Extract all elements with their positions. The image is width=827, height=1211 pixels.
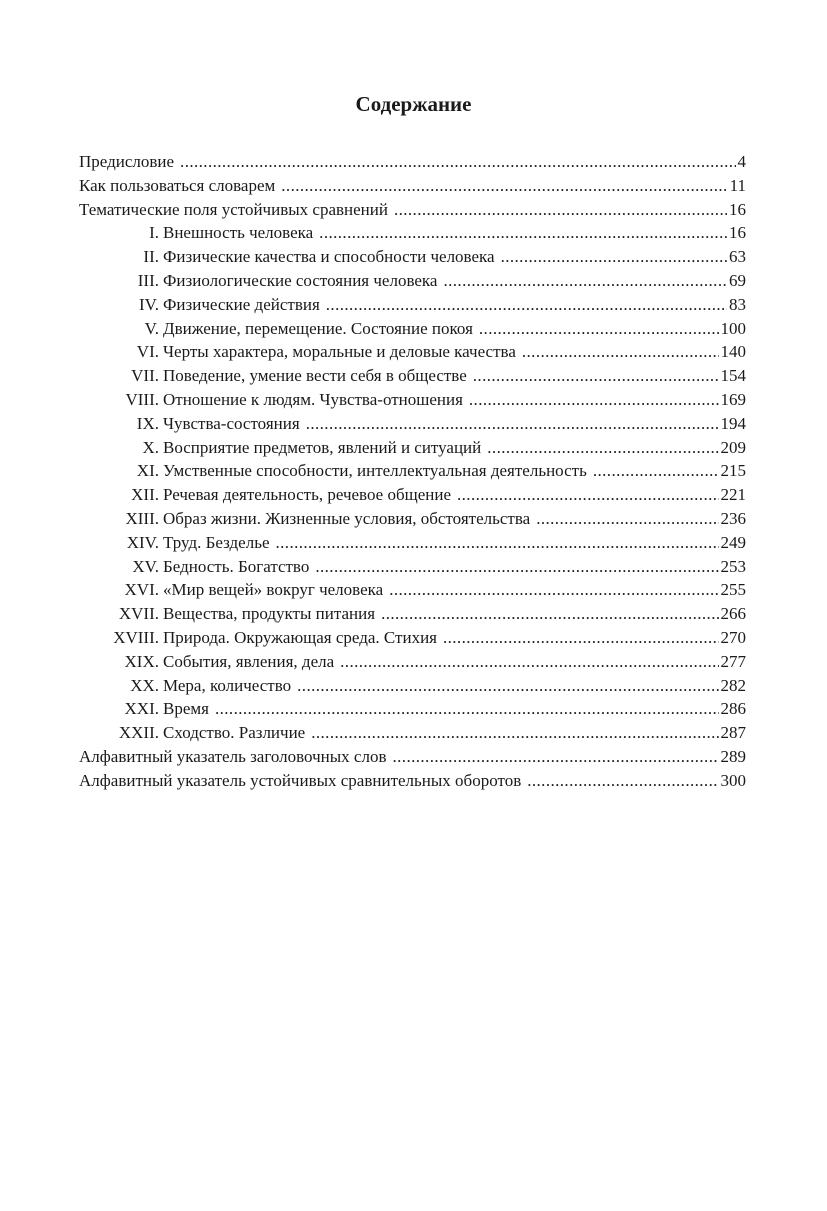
toc-entry-page: 83 xyxy=(729,294,746,314)
toc-entry-number: XIX. xyxy=(124,651,159,671)
toc-entry-label: Как пользоваться словарем xyxy=(79,175,276,195)
toc-entry-number: II. xyxy=(143,247,159,267)
toc-entry-number: IX. xyxy=(136,413,159,433)
dot-leader xyxy=(527,769,718,793)
page-title: Содержание xyxy=(355,92,472,116)
toc-entry-label: Физические качества и способности человека xyxy=(163,247,495,267)
toc-entry-page: 140 xyxy=(720,342,746,362)
toc-entry-section-5[interactable] xyxy=(79,317,746,341)
toc-entry-page: 154 xyxy=(720,366,746,386)
toc-entry-section-8[interactable] xyxy=(79,388,746,412)
toc-entry-label: Время xyxy=(163,699,209,719)
toc-entry-page: 215 xyxy=(720,461,746,481)
toc-entry-page: 69 xyxy=(729,270,746,290)
toc-entry-page: 236 xyxy=(720,508,746,528)
toc-entry-section-19[interactable] xyxy=(79,650,746,674)
toc-entry-page: 16 xyxy=(729,199,746,219)
dot-leader xyxy=(593,459,719,483)
toc-entry-thematic-fields[interactable] xyxy=(79,198,746,222)
dot-leader xyxy=(457,483,719,507)
toc-entry-page: 11 xyxy=(729,175,746,195)
toc-entry-number: XVI. xyxy=(124,580,159,600)
toc-entry-number: VI. xyxy=(136,342,159,362)
toc-entry-label: Вещества, продукты питания xyxy=(163,604,376,624)
toc-entry-label: Восприятие предметов, явлений и ситуаций xyxy=(163,437,482,457)
toc-entry-section-17[interactable] xyxy=(79,602,746,626)
toc-entry-page: 169 xyxy=(720,389,746,409)
table-of-contents xyxy=(79,150,746,793)
toc-entry-page: 100 xyxy=(720,318,746,338)
dot-leader xyxy=(215,697,719,721)
toc-entry-number: XXII. xyxy=(118,723,159,743)
toc-entry-page: 255 xyxy=(720,580,746,600)
dot-leader xyxy=(443,626,719,650)
toc-entry-label: Бедность. Богатство xyxy=(163,556,310,576)
dot-leader xyxy=(443,269,727,293)
toc-entry-label: Речевая деятельность, речевое общение xyxy=(163,485,451,505)
toc-entry-label: Алфавитный указатель заголовочных слов xyxy=(79,746,387,766)
toc-entry-page: 277 xyxy=(720,651,746,671)
toc-entry-label: Предисловие xyxy=(79,152,175,171)
toc-entry-label: Чувства-состояния xyxy=(163,413,300,433)
toc-entry-label: Алфавитный указатель устойчивых сравнительных оборотов xyxy=(79,770,522,790)
toc-entry-number: XIII. xyxy=(125,508,159,528)
toc-entry-label: Физические действия xyxy=(163,294,320,314)
toc-entry-page: 221 xyxy=(720,485,746,505)
toc-entry-page: 63 xyxy=(729,247,746,267)
toc-entry-number: XX. xyxy=(130,675,159,695)
toc-entry-label: Природа. Окружающая среда. Стихия xyxy=(163,627,437,647)
toc-entry-number: XIV. xyxy=(126,532,159,552)
toc-entry-number: XII. xyxy=(131,485,159,505)
toc-entry-number: V. xyxy=(144,318,159,338)
toc-entry-section-3[interactable] xyxy=(79,269,746,293)
toc-entry-section-16[interactable] xyxy=(79,578,746,602)
toc-entry-label: «Мир вещей» вокруг человека xyxy=(163,580,384,600)
toc-entry-number: X. xyxy=(142,437,159,457)
dot-leader xyxy=(536,507,718,531)
dot-leader xyxy=(487,436,718,460)
toc-entry-section-18[interactable] xyxy=(79,626,746,650)
dot-leader xyxy=(394,198,727,222)
toc-entry-preface[interactable] xyxy=(79,150,746,174)
dot-leader xyxy=(393,745,719,769)
toc-entry-page: 282 xyxy=(720,675,746,695)
toc-entry-label: Черты характера, моральные и деловые качества xyxy=(163,342,516,362)
toc-entry-number: XI. xyxy=(136,461,159,481)
toc-entry-label: Движение, перемещение. Состояние покоя xyxy=(163,318,473,338)
dot-leader xyxy=(389,578,718,602)
toc-entry-page: 289 xyxy=(720,746,746,766)
toc-entry-page: 249 xyxy=(720,532,746,552)
toc-entry-section-10[interactable] xyxy=(79,436,746,460)
toc-entry-page: 287 xyxy=(720,723,746,743)
toc-entry-number: VIII. xyxy=(125,389,159,409)
toc-entry-section-4[interactable] xyxy=(79,293,746,317)
toc-entry-number: XXI. xyxy=(124,699,159,719)
dot-leader xyxy=(297,674,718,698)
dot-leader xyxy=(479,317,719,341)
toc-entry-number: IV. xyxy=(139,294,159,314)
toc-entry-section-7[interactable] xyxy=(79,364,746,388)
dot-leader xyxy=(522,340,719,364)
toc-entry-section-21[interactable] xyxy=(79,697,746,721)
toc-entry-section-1[interactable] xyxy=(79,221,746,245)
dot-leader xyxy=(311,721,718,745)
toc-entry-label: Труд. Безделье xyxy=(163,532,270,552)
toc-entry-page: 16 xyxy=(729,223,746,243)
dot-leader xyxy=(340,650,718,674)
dot-leader xyxy=(315,555,718,579)
toc-entry-section-22[interactable] xyxy=(79,721,746,745)
toc-entry-page: 266 xyxy=(720,604,746,624)
dot-leader xyxy=(381,602,718,626)
toc-entry-section-15[interactable] xyxy=(79,555,746,579)
toc-entry-section-14[interactable] xyxy=(79,531,746,555)
dot-leader xyxy=(473,364,719,388)
toc-entry-section-11[interactable] xyxy=(79,459,746,483)
dot-leader xyxy=(319,221,727,245)
toc-entry-label: Отношение к людям. Чувства-отношения xyxy=(163,389,463,409)
toc-entry-phrase-index[interactable] xyxy=(79,769,746,793)
toc-entry-section-9[interactable] xyxy=(79,412,746,436)
dot-leader xyxy=(306,412,719,436)
dot-leader xyxy=(326,293,727,317)
toc-entry-section-2[interactable] xyxy=(79,245,746,269)
toc-entry-label: Образ жизни. Жизненные условия, обстоятельства xyxy=(163,508,531,528)
toc-entry-page: 209 xyxy=(720,437,746,457)
toc-entry-number: III. xyxy=(137,270,159,290)
toc-entry-page: 270 xyxy=(720,627,746,647)
toc-entry-headword-index[interactable] xyxy=(79,745,746,769)
toc-entry-label: Сходство. Различие xyxy=(163,723,306,743)
toc-entry-label: Физиологические состояния человека xyxy=(163,270,438,290)
toc-entry-label: Тематические поля устойчивых сравнений xyxy=(79,199,388,219)
toc-entry-label: Внешность человека xyxy=(163,223,314,243)
toc-entry-label: Умственные способности, интеллектуальная деятельность xyxy=(163,461,587,481)
dot-leader xyxy=(281,174,727,198)
toc-entry-number: XV. xyxy=(132,556,159,576)
toc-entry-section-20[interactable] xyxy=(79,674,746,698)
toc-entry-page: 286 xyxy=(720,699,746,719)
toc-entry-number: XVIII. xyxy=(113,627,159,647)
toc-entry-label: Мера, количество xyxy=(163,675,292,695)
toc-entry-page: 300 xyxy=(720,770,746,790)
toc-entry-number: XVII. xyxy=(118,604,159,624)
toc-entry-page: 4 xyxy=(737,152,746,171)
dot-leader xyxy=(469,388,719,412)
toc-entry-section-6[interactable] xyxy=(79,340,746,364)
toc-entry-section-13[interactable] xyxy=(79,507,746,531)
toc-entry-section-12[interactable] xyxy=(79,483,746,507)
toc-entry-how-to-use[interactable] xyxy=(79,174,746,198)
toc-entry-page: 253 xyxy=(720,556,746,576)
dot-leader xyxy=(501,245,727,269)
toc-entry-label: События, явления, дела xyxy=(163,651,335,671)
toc-entry-page: 194 xyxy=(720,413,746,433)
dot-leader xyxy=(276,531,719,555)
toc-entry-label: Поведение, умение вести себя в обществе xyxy=(163,366,467,386)
toc-entry-number: VII. xyxy=(131,366,159,386)
dot-leader xyxy=(180,150,735,174)
toc-entry-number: I. xyxy=(149,223,159,243)
